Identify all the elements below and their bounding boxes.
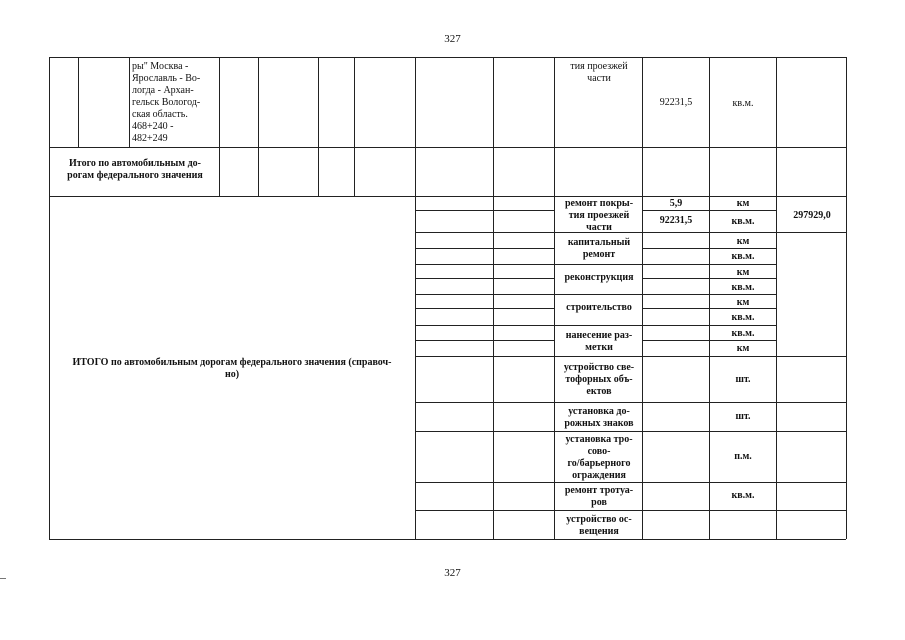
table-border	[415, 147, 416, 196]
table-border	[415, 482, 642, 483]
subtotal-label: Итого по автомобильным до-	[69, 158, 201, 169]
page-number-top: 327	[444, 33, 461, 45]
table-border	[49, 196, 846, 197]
unit-value: км	[736, 198, 750, 209]
table-border	[846, 147, 847, 196]
work-type-label: тия проезжей	[568, 210, 630, 221]
work-type-label: ограждения	[572, 470, 626, 481]
table-border	[642, 264, 776, 265]
table-border	[49, 57, 846, 58]
table-border	[642, 431, 776, 432]
table-border	[219, 57, 220, 147]
unit-value: кв.м.	[731, 282, 755, 293]
work-type-label: ремонт покры-	[564, 198, 634, 209]
table-border	[642, 232, 776, 233]
work-type-label: части	[586, 222, 612, 233]
table-border	[415, 510, 642, 511]
table-border	[415, 308, 554, 309]
table-border	[415, 278, 554, 279]
table-border	[776, 510, 846, 511]
table-border	[258, 147, 259, 196]
table-border	[318, 147, 319, 196]
table-border	[318, 57, 319, 147]
work-type-label: реконструкция	[564, 272, 634, 283]
work-type-label: устройство ос-	[566, 514, 632, 525]
table-border	[354, 57, 355, 147]
table-border	[709, 147, 710, 196]
table-border	[219, 147, 220, 196]
work-type-label: сово-	[587, 446, 611, 457]
work-type-label: ров	[591, 497, 607, 508]
table-border	[642, 325, 776, 326]
table-border	[642, 210, 776, 211]
table-border	[642, 510, 776, 511]
table-border	[415, 294, 642, 295]
work-type-label: го/барьерного	[567, 458, 631, 469]
table-border	[415, 340, 554, 341]
table-border	[846, 196, 847, 539]
work-type-label: вещения	[579, 526, 619, 537]
work-type-line: тия проезжей	[570, 61, 628, 72]
table-border	[415, 431, 642, 432]
table-border	[642, 57, 643, 147]
object-name-line: гельск Вологод-	[132, 97, 201, 108]
unit-value: кв.м.	[731, 312, 755, 323]
work-type-label: устройство све-	[563, 362, 635, 373]
table-border	[415, 356, 642, 357]
object-name-line: Ярославль - Во-	[132, 73, 201, 84]
table-border	[776, 402, 846, 403]
table-border	[642, 248, 776, 249]
table-border	[49, 57, 50, 147]
work-type-label: установка до-	[568, 406, 630, 417]
table-border	[49, 147, 846, 148]
unit-value: км	[736, 297, 750, 308]
table-border	[642, 147, 643, 196]
work-type-label: метки	[585, 342, 613, 353]
table-border	[642, 482, 776, 483]
table-border	[776, 356, 846, 357]
table-border	[776, 232, 846, 233]
page-number-bottom: 327	[444, 567, 461, 579]
total-label: но)	[224, 369, 240, 380]
table-border	[415, 402, 642, 403]
table-border	[709, 57, 710, 147]
table-border	[776, 482, 846, 483]
object-name-line: ская область.	[132, 109, 188, 120]
work-type-label: тофорных объ-	[565, 374, 633, 385]
table-border	[493, 57, 494, 147]
quantity-value: 92231,5	[659, 215, 693, 226]
table-border	[554, 57, 555, 147]
unit-value: п.м.	[734, 451, 752, 462]
table-border	[642, 294, 776, 295]
table-border	[415, 210, 554, 211]
table-border	[415, 248, 554, 249]
table-border	[49, 539, 846, 540]
work-type-label: нанесение раз-	[565, 330, 633, 341]
unit-value: шт.	[735, 374, 751, 385]
table-border	[642, 356, 776, 357]
work-type-label: ремонт	[582, 249, 616, 260]
unit-value: кв.м.	[731, 490, 755, 501]
table-border	[129, 57, 130, 147]
edge-mark	[0, 578, 6, 579]
table-border	[354, 147, 355, 196]
table-border	[415, 57, 416, 147]
table-border	[846, 57, 847, 147]
work-type-label: ремонт тротуа-	[564, 485, 634, 496]
unit-value: кв.м.	[731, 251, 755, 262]
table-border	[776, 431, 846, 432]
work-type-line: части	[587, 73, 611, 84]
total-label: ИТОГО по автомобильным дорогам федерального значения (справоч-	[72, 357, 392, 368]
unit-value: км	[736, 343, 750, 354]
work-type-label: капитальный	[567, 237, 631, 248]
work-type-label: строительство	[566, 302, 632, 313]
unit-value: кв.м.	[732, 98, 754, 109]
unit-value: кв.м.	[731, 216, 755, 227]
table-border	[554, 147, 555, 196]
unit-value: км	[736, 267, 750, 278]
table-border	[49, 147, 50, 196]
total-amount: 297929,0	[793, 210, 831, 221]
unit-value: км	[736, 236, 750, 247]
table-border	[642, 340, 776, 341]
quantity-value: 5,9	[669, 198, 683, 209]
work-type-label: ектов	[586, 386, 612, 397]
table-border	[415, 325, 642, 326]
object-name-line: ры" Москва -	[132, 61, 189, 72]
object-name-line: логда - Архан-	[132, 85, 194, 96]
table-border	[776, 196, 777, 539]
work-type-label: рожных знаков	[564, 418, 634, 429]
table-border	[49, 196, 50, 539]
quantity-value: 92231,5	[659, 97, 693, 108]
unit-value: кв.м.	[731, 328, 755, 339]
table-border	[776, 147, 777, 196]
subtotal-label: рогам федерального значения	[67, 170, 203, 181]
work-type-label: установка тро-	[565, 434, 633, 445]
table-border	[642, 402, 776, 403]
unit-value: шт.	[735, 411, 751, 422]
table-border	[554, 196, 555, 539]
table-border	[258, 57, 259, 147]
table-border	[776, 57, 777, 147]
object-name-line: 482+249	[132, 133, 168, 144]
table-border	[78, 57, 79, 147]
object-name-line: 468+240 -	[132, 121, 174, 132]
table-border	[415, 264, 642, 265]
table-border	[493, 147, 494, 196]
